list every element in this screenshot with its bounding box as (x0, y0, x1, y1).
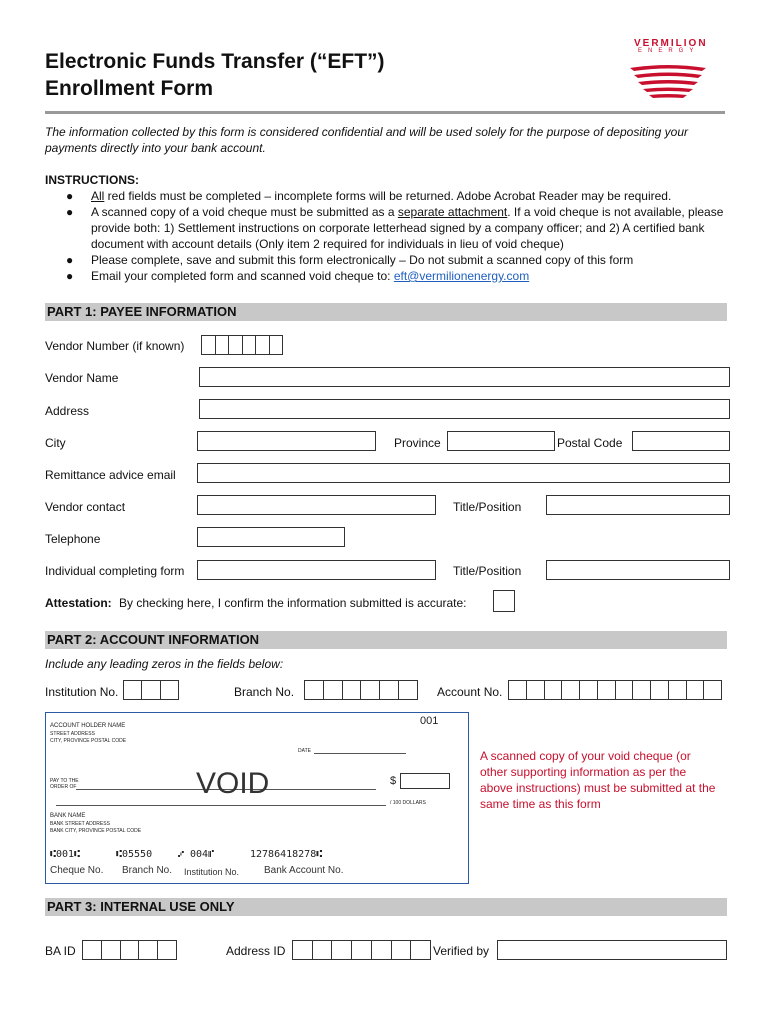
cheque-number: 001 (420, 715, 439, 727)
telephone-label: Telephone (45, 532, 101, 546)
cap-institution-no: Institution No. (184, 867, 240, 877)
cheque-street: STREET ADDRESS (50, 731, 95, 737)
void-cheque-note: A scanned copy of your void cheque (or other supporting information as per the above instructions) must be submitted at the same time as this form (480, 749, 716, 811)
cap-branch-no: Branch No. (122, 865, 173, 876)
account-label: Account No. (437, 685, 503, 699)
individual-title-field[interactable] (546, 560, 730, 580)
cheque-date-line (314, 753, 406, 754)
micr-branch: ⑆05550 (116, 849, 153, 860)
sample-void-cheque (45, 712, 469, 884)
bullet-icon: ● (66, 205, 74, 219)
bullet-icon: ● (66, 253, 74, 267)
telephone-field[interactable] (197, 527, 345, 547)
header-divider (45, 111, 725, 114)
micr-account: 12786418278⑆ (250, 849, 323, 860)
vendor-contact-label: Vendor contact (45, 500, 126, 514)
part2-subheading: Include any leading zeros in the fields below: (45, 657, 284, 671)
title-position-label: Title/Position (453, 500, 522, 514)
cap-cheque-no: Cheque No. (50, 865, 104, 876)
cheque-void-text: VOID (196, 767, 270, 800)
instructions-heading: INSTRUCTIONS: (45, 173, 139, 187)
email-link[interactable]: eft@vermilionenergy.com (393, 269, 530, 283)
vendor-title-field[interactable] (546, 495, 730, 515)
micr-cheque-number: ⑆001⑆ (50, 849, 81, 860)
attestation-label: Attestation: (45, 596, 112, 610)
cheque-bank-street: BANK STREET ADDRESS (50, 821, 110, 827)
bullet-icon: ● (66, 269, 74, 283)
part2-heading: PART 2: ACCOUNT INFORMATION (45, 631, 727, 649)
cheque-bank-city: BANK CITY, PROVINCE POSTAL CODE (50, 828, 142, 834)
bullet-icon: ● (66, 189, 74, 203)
address-label: Address (45, 404, 90, 418)
account-field[interactable] (508, 680, 722, 700)
ba-id-field[interactable] (82, 940, 177, 960)
cheque-holder: ACCOUNT HOLDER NAME (50, 723, 126, 729)
cheque-dollars-label: / 100 DOLLARS (390, 800, 426, 806)
cheque-amount-line (56, 805, 386, 806)
instructions-list (45, 188, 735, 284)
logo-name: VERMILION (634, 38, 708, 49)
instruction-item: ● A scanned copy of a void cheque must be submitted as a separate attachment. If a void cheque is not available, please provide both: 1) Settlement instructions on corporate letterhead signed by a company officer; and 2) A certified bank document with account details (Only item 2 required for individuals in lieu of void cheque) (66, 205, 724, 251)
ba-id-label: BA ID (45, 944, 76, 958)
part1-heading: PART 1: PAYEE INFORMATION (45, 303, 727, 321)
cheque-amount-box (400, 773, 450, 789)
instruction-item: ● All red fields must be completed – incomplete forms will be returned. Adobe Acrobat Reader may be required. (66, 189, 672, 203)
cheque-dollar-sign: $ (390, 775, 397, 787)
vermilion-logo-icon (628, 64, 708, 100)
individual-label: Individual completing form (45, 564, 185, 578)
vendor-contact-field[interactable] (197, 495, 436, 515)
address-id-label: Address ID (226, 944, 286, 958)
intro-text: The information collected by this form is considered confidential and will be used solely for the purpose of depositing your payments directly into your bank account. (45, 125, 689, 155)
instruction-item: ● Please complete, save and submit this form electronically – Do not submit a scanned copy of this form (66, 253, 634, 267)
address-field[interactable] (199, 399, 730, 419)
cheque-bank-name: BANK NAME (50, 813, 86, 819)
cheque-pay-to: PAY TO THE (50, 778, 79, 784)
cheque-date-label: DATE (298, 748, 311, 754)
vendor-name-field[interactable] (199, 367, 730, 387)
postal-code-field[interactable] (632, 431, 730, 451)
attestation-text: By checking here, I confirm the information submitted is accurate: (119, 596, 467, 610)
individual-field[interactable] (197, 560, 436, 580)
cheque-city: CITY, PROVINCE POSTAL CODE (50, 738, 127, 744)
instruction-item: ● Email your completed form and scanned void cheque to: eft@vermilionenergy.com (66, 269, 530, 283)
vendor-number-field[interactable] (201, 335, 283, 355)
logo-sub: ENERGY (638, 48, 700, 54)
address-id-field[interactable] (292, 940, 431, 960)
remittance-email-field[interactable] (197, 463, 730, 483)
branch-label: Branch No. (234, 685, 295, 699)
postal-code-label: Postal Code (557, 436, 623, 450)
city-field[interactable] (197, 431, 376, 451)
cheque-order-of: ORDER OF (50, 784, 77, 790)
province-label: Province (394, 436, 441, 450)
branch-field[interactable] (304, 680, 418, 700)
attestation-checkbox[interactable] (493, 590, 515, 612)
remittance-email-label: Remittance advice email (45, 468, 176, 482)
form-title-line2: Enrollment Form (45, 77, 214, 100)
attestation-row (45, 595, 467, 611)
verified-by-label: Verified by (433, 944, 490, 958)
title-position-label-2: Title/Position (453, 564, 522, 578)
form-title (45, 48, 385, 102)
micr-institution: ⑇ 004⑈ (178, 849, 215, 860)
institution-label: Institution No. (45, 685, 119, 699)
vendor-name-label: Vendor Name (45, 371, 119, 385)
cap-account-no: Bank Account No. (264, 865, 344, 876)
verified-by-field[interactable] (497, 940, 727, 960)
city-label: City (45, 436, 66, 450)
province-field[interactable] (447, 431, 555, 451)
part3-heading: PART 3: INTERNAL USE ONLY (45, 898, 727, 916)
vendor-number-label: Vendor Number (if known) (45, 339, 185, 353)
form-title-line1: Electronic Funds Transfer (“EFT”) (45, 50, 385, 73)
institution-field[interactable] (123, 680, 179, 700)
